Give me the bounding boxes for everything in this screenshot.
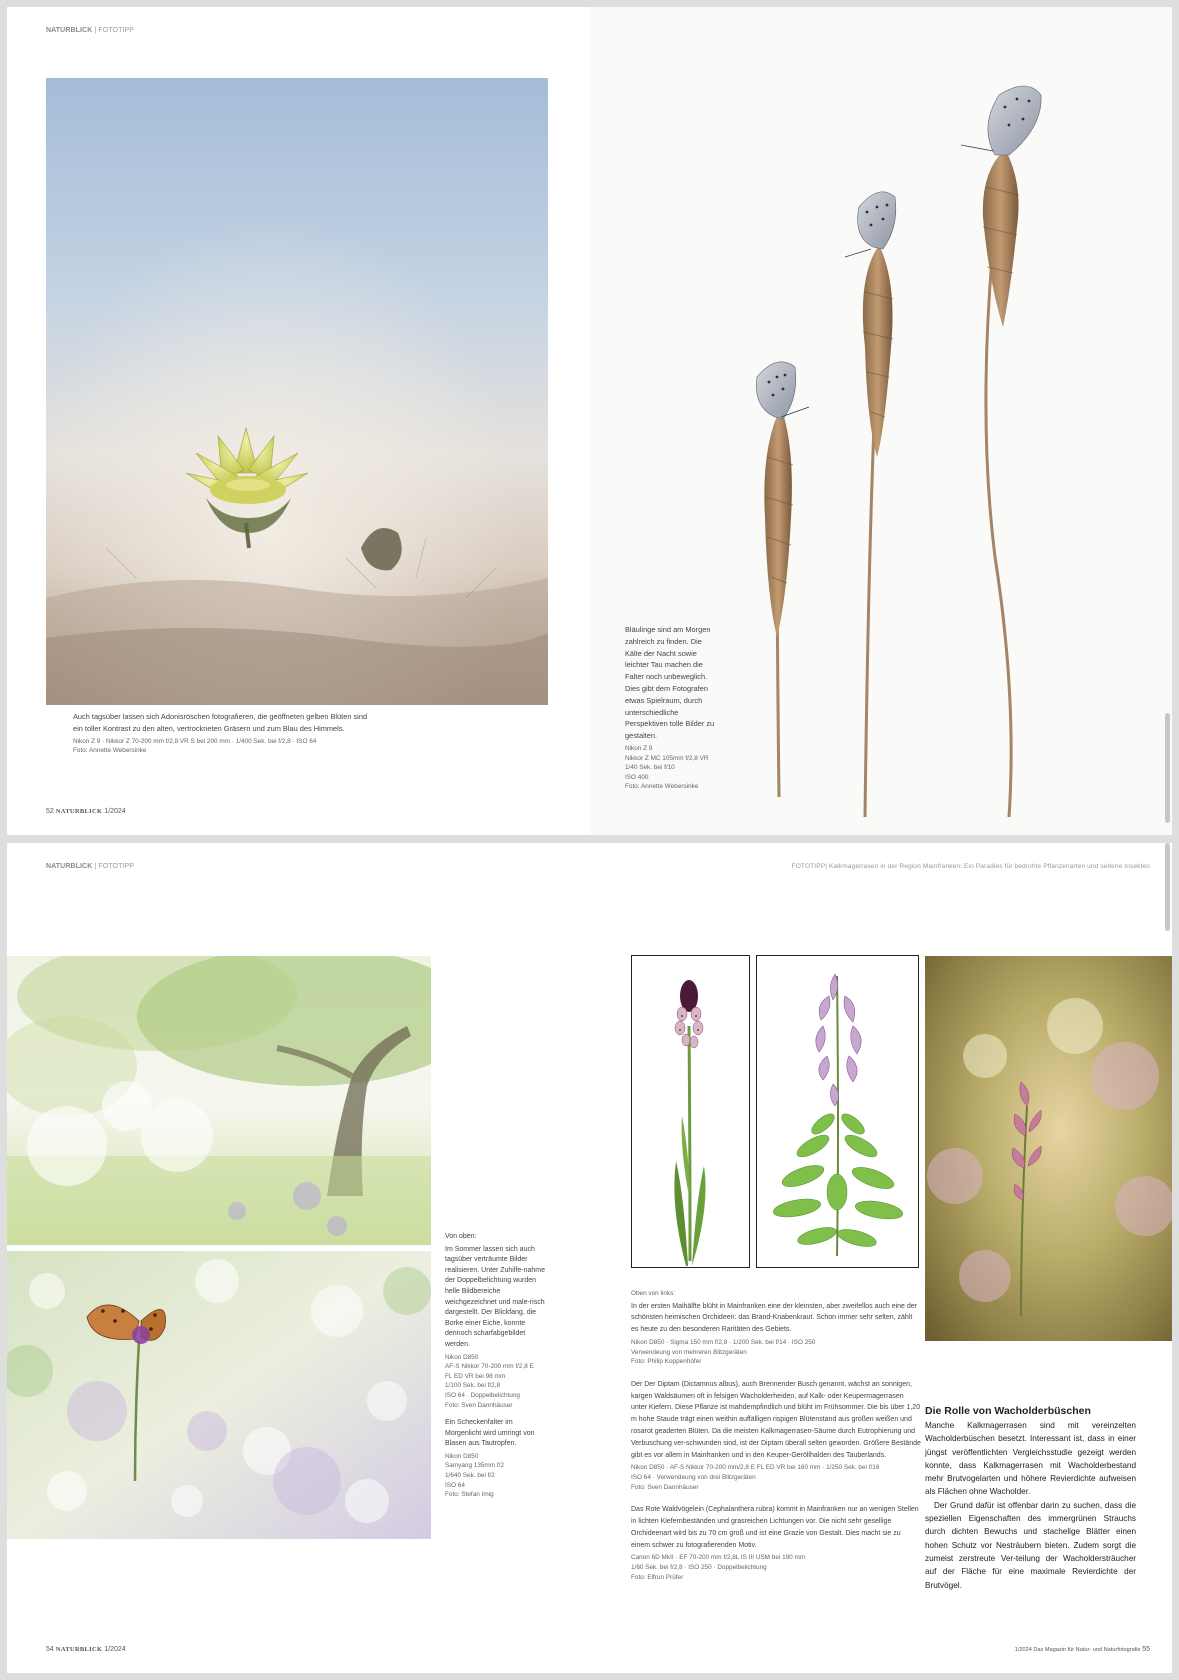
photo-blue-butterflies: [747, 77, 1127, 827]
photo-adonis-flower: [46, 78, 548, 705]
running-header-left: NATURBLICK | FOTOTIPP: [46, 27, 135, 34]
photo-burnt-orchid: [631, 955, 750, 1268]
folio-page-55: 1/2024 Das Magazin für Natur- und Naturfotografie 55: [1014, 1646, 1150, 1653]
photo-red-helleborine: [925, 956, 1172, 1341]
caption-left-page: Von oben: Im Sommer lassen sich auch tagsüber verträumte Bilder realisieren. Unter Zuhilfe-nahme der Doppelbelichtung wurden helle Bildbereiche weichgezeichnet und male-risch dargestellt. Der Blickfang, die Borke einer Eiche, konnte dennoch scharfabgebildet werden. Nikon D850 AF-S Nikkor 70-200 mm f/2,8 E FL ED VR bei 98 mm 1/100 Sek. bei f/2,8 ISO 64 · Doppelbelichtung Foto: Sven Dannhäuser Ein Scheckenfalter im Morgenlicht wird umringt von Blasen aus Tautropfen. Nikon D850 Samyang 135mm f/2 1/640 Sek. bei f/2 ISO 64 Foto: Stefan Imig: [445, 1233, 545, 1499]
article-wacholder: [925, 1404, 1136, 1592]
folio-page-54: 54 NATURBLICK 1/2024: [46, 1646, 126, 1653]
article-paragraph: Der Grund dafür ist offenbar darin zu suchen, dass die speziellen Eigenschaften des immergrünen Strauchs durch dichten Bewuchs und stachelige Blätter einen hohen Schutz vor Nesträubern bieten. Zudem sorgt die zumeist zerstreute Ver-teilung der Wacholdersträucher auf der Fläche für eine maximale Revierdichte der Brutvögel.: [925, 1500, 1136, 1590]
caption-adonis: Auch tagsüber lassen sich Adonisröschen fotografieren, die geöffneten gelben Blüten sind ein toller Kontrast zu den alten, vertrockneten Gräsern und zum Blau des Himmels. Nikon Z 9 · Nikkor Z 70-200 mm f/2,8 VR S bei 200 mm · 1/400 Sek. bei f/2,8 · ISO 64 Foto: Annette Webersinke: [73, 712, 368, 755]
photo-checkerspot-butterfly: [7, 1251, 431, 1539]
article-heading: Die Rolle von Wacholderbüschen: [925, 1405, 1091, 1417]
viewer-scrollbar[interactable]: [1165, 843, 1170, 931]
photo-oak-tree: [7, 956, 431, 1245]
magazine-spread-bottom: [7, 843, 1172, 1673]
caption-butterflies: Bläulinge sind am Morgen zahlreich zu finden. Die Kälte der Nacht sowie leichter Tau machen die Falter noch unbeweglich. Dies gibt dem Fotografen etwas Spielraum, durch unterschiedliche Perspektiven tolle Bilder zu gestalten. Nikon Z 9 Nikkor Z MC 105mm f/2,8 VR 1/40 Sek. bei f/10 ISO 400 Foto: Annette Webersinke: [625, 625, 715, 791]
caption-center: Oben von links: In der ersten Maihälfte blüht in Mainfranken eine der kleinsten, aber zweifellos auch eine der schönsten heimischen Orchideen: das Brand-Knabenkraut. Schon immer sehr selten, zählt es heute zu den besonderen Raritäten des Gebiets. Nikon D850 · Sigma 150 mm f/2,8 · 1/200 Sek. bei f/14 · ISO 250 Verwendeung von mehreren Blitzgeräten Foto: Philip Koppenhöfer Der Der Diptam (Dictamnus albus), auch Brennender Busch genannt, wächst an sonnigen, kargen Waldsäumen oft in felsigen Wacholderheiden, auf Kalk- oder Keupermagerrasen unter Kiefern. Diese Pflanze ist mahdempfindlich und blüht im Frühsommer. Die bis über 1,20 m hohe Staude trägt einen weithin auffälligen rispigen Blütenstand aus großen weißen und rosarot geaderten Blüten. Da die meisten Kalkmagerrasen-Säume durch Eutrophierung und Verbuschung ver-schwunden sind, ist der Diptam überall selten geworden. Größere Bestände gibt es vor allem in Mainfranken und in den Keuper-Geröllhalden des Tauberlands. Nikon D850 · AF-S Nikkor 70-200 mm/2,8 E FL ED VR bei 160 mm · 1/250 Sek. bei f/16 ISO 64 · Verwendeung von drei Blitzgeräten Foto: Sven Dannhäuser Das Rote Waldvögelein (Cephalanthera rubra) kommt in Mainfranken nur an wenigen Stellen in lichten Kiefernbeständen und grasreichen Lichtungen vor. Die nicht sehr gesellige Orchideenart wird bis zu 70 cm groß und ist eine Grazie von Gestalt. Dies macht sie zu einem schwer zu fotografierenden Motiv. Canon 6D MkII · EF 70-200 mm f/2,8L IS III USM bei 190 mm 1/60 Sek. bei f/2,8 · ISO 250 · Doppelbelichtung Foto: Elfrun Prüfer: [631, 1290, 921, 1581]
running-header-left: NATURBLICK | FOTOTIPP: [46, 863, 135, 870]
magazine-spread-top: [7, 7, 1172, 835]
article-paragraph: Manche Kalkmagerrasen sind mit vereinzelten Wacholderbüschen besetzt. Interessant ist, dass in einer jüngst veröffentlichten Vergleichsstudie gezeigt werden konnte, dass Kalkmagerrasen mit Wacholderbestand mehr Brutvogelarten und höhere Revierdichte aufweisen als Flächen ohne Wacholder.: [925, 1421, 1136, 1497]
running-header-right: FOTOTIPP| Kalkmagerrasen in der Region Mainfranken: Ein Paradies für bedrohte Pflanzenarten und seltene Insekten: [791, 863, 1150, 870]
photo-dittany: [756, 955, 919, 1268]
viewer-scrollbar[interactable]: [1165, 713, 1170, 823]
folio-page-52: 52 NATURBLICK 1/2024: [46, 808, 126, 815]
